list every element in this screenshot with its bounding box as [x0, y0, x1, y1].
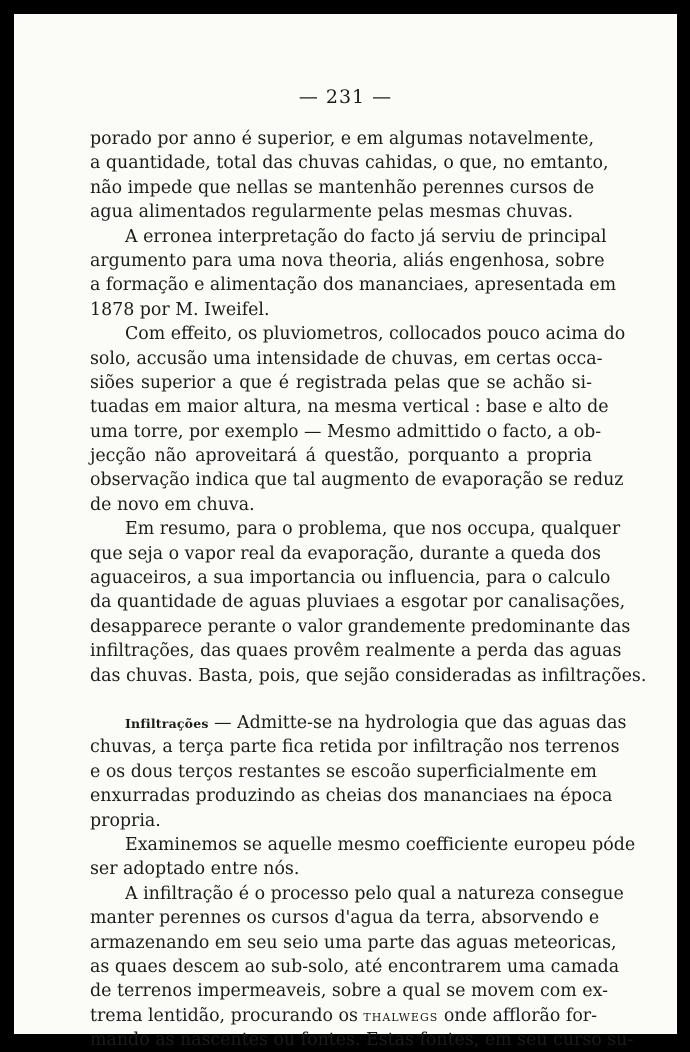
- text-line: enxurradas produzindo as cheias dos mananciaes na época: [90, 786, 613, 807]
- text-line: 1878 por M. Iweifel.: [90, 299, 270, 320]
- text-fragment: trema lentidão, procurando os: [90, 1005, 358, 1026]
- text-line: solo, accusão uma intensidade de chuvas, em certas occa-: [90, 348, 603, 369]
- text-line: observação indica que tal augmento de evaporação se reduz: [90, 470, 624, 491]
- text-line: desapparece perante o valor grandemente predominante das: [90, 616, 631, 637]
- text-line: tuadas em maior altura, na mesma vertical : base e alto de: [90, 397, 609, 418]
- text-line: A erronea interpretação do facto já serviu de principal: [125, 226, 607, 247]
- text-line: manter perennes os cursos d'agua da terra, absorvendo e: [90, 908, 600, 929]
- text-line: A infiltração é o processo pelo qual a natureza consegue: [125, 883, 624, 904]
- page-number: — 231 —: [298, 86, 393, 108]
- text-line: jecção não aproveitará á questão, porquanto a propria: [90, 446, 592, 467]
- text-line: ser adoptado entre nós.: [90, 859, 300, 880]
- text-line: uma torre, por exemplo — Mesmo admittido o facto, a ob-: [90, 421, 602, 442]
- thalwegs-term: thalwegs: [363, 1006, 439, 1025]
- page-body: [90, 127, 647, 1052]
- text-line: as quaes descem ao sub-solo, até encontrarem uma camada: [90, 956, 620, 977]
- text-line: siões superior a que é registrada pelas que se achão si-: [90, 372, 592, 393]
- section-title: Infiltrações: [125, 715, 209, 731]
- book-page: [14, 14, 677, 1051]
- text-line: e os dous terços restantes se escoão superficialmente em: [90, 761, 597, 782]
- text-line: não impede que nellas se mantenhão perennes cursos de: [90, 177, 595, 198]
- section-first-text: — Admitte-se na hydrologia que das aguas das: [214, 712, 627, 733]
- text-line: de novo em chuva.: [90, 494, 255, 515]
- section-first-line: [90, 711, 627, 735]
- text-line: da quantidade de aguas pluviaes a esgotar por canalisações,: [90, 592, 626, 613]
- text-line: agua alimentados regularmente pelas mesmas chuvas.: [90, 202, 574, 223]
- text-fragment: onde afflorão for-: [443, 1005, 597, 1026]
- text-line: infiltrações, das quaes provêm realmente a perda das aguas: [90, 641, 622, 662]
- text-line: chuvas, a terça parte fica retida por infiltração nos terrenos: [90, 737, 620, 758]
- text-line: Em resumo, para o problema, que nos occupa, qualquer: [125, 519, 621, 540]
- text-line: porado por anno é superior, e em algumas notavelmente,: [90, 129, 594, 149]
- text-line: armazenando em seu seio uma parte das aguas meteoricas,: [90, 932, 617, 953]
- text-line: das chuvas. Basta, pois, que sejão consideradas as infiltrações.: [90, 665, 647, 686]
- text-line: propria.: [90, 810, 161, 831]
- text-line: a formação e alimentação dos mananciaes, apresentada em: [90, 275, 617, 296]
- text-line-thalwegs: [90, 1004, 597, 1028]
- text-line: Examinemos se aquelle mesmo coefficiente europeu póde: [125, 834, 636, 855]
- text-line: Com effeito, os pluviometros, collocados pouco acima do: [125, 324, 626, 345]
- text-line: de terrenos impermeaveis, sobre a qual se movem com ex-: [90, 981, 608, 1002]
- text-line: a quantidade, total das chuvas cahidas, o que, no emtanto,: [90, 153, 609, 174]
- text-line: que seja o vapor real da evaporação, durante a queda dos: [90, 543, 601, 564]
- text-line: aguaceiros, a sua importancia ou influencia, para o calculo: [90, 568, 611, 589]
- text-line: argumento para uma nova theoria, aliás engenhosa, sobre: [90, 250, 605, 271]
- text-line: mando as nascentes ou fontes. Estas fontes, em seu curso su-: [90, 1030, 634, 1051]
